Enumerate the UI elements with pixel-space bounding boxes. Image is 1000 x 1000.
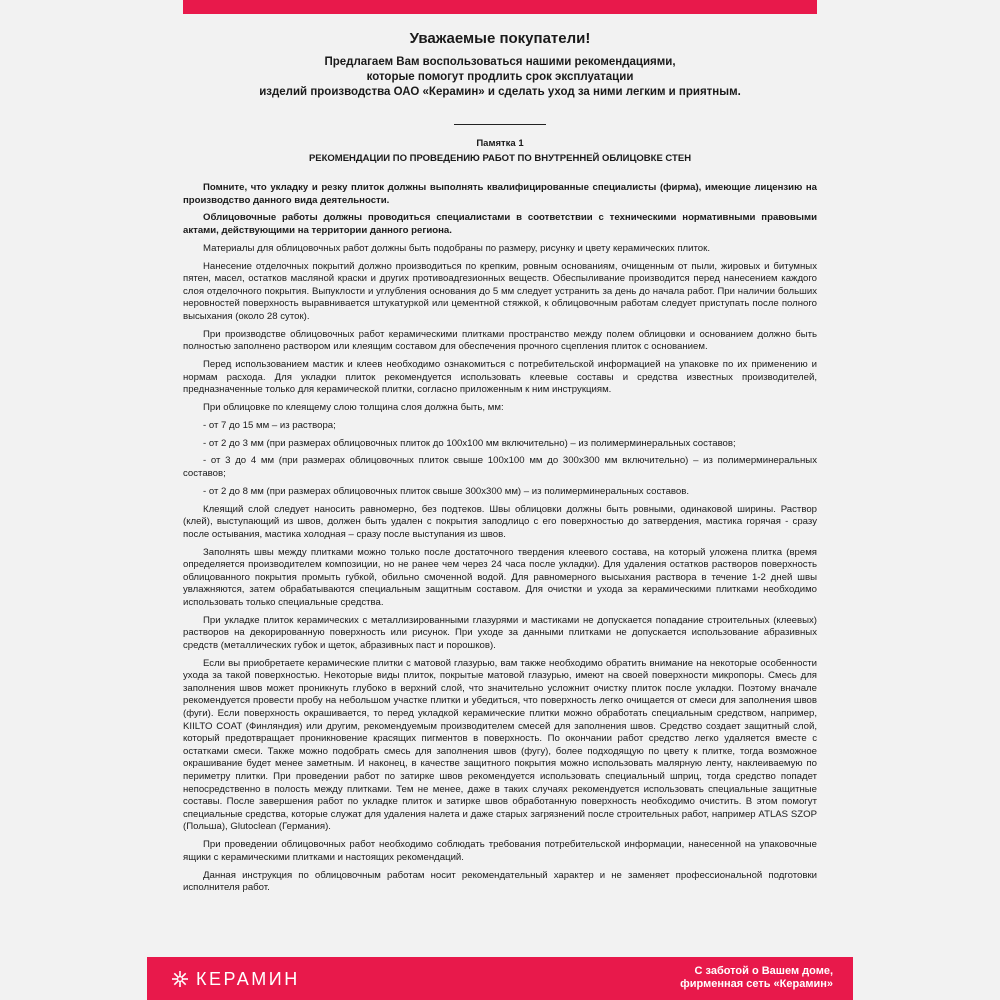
page-header: [183, 30, 817, 125]
list-item: - от 2 до 8 мм (при размерах облицовочных плиток свыше 300х300 мм) – из полимерминеральных составов.: [203, 485, 690, 497]
paragraph: Если вы приобретаете керамические плитки с матовой глазурью, вам также необходимо обратить внимание на некоторые особенности ухода за такой поверхностью. Некоторые виды плиток, покрытые матовой глазурью, имеют на своей поверхности микропоры. Смесь для заполнения швов может проникнуть глубоко в верхний слой, что значительно усложнит очистку плиток после укладки. Поэтому вначале рекомендуется провести пробу на небольшом участке плитки и убедиться, что поверхность легко очищается от смеси для заполнения швов (фуги). Если поверхность окрашивается, то перед укладкой керамические плитки можно обработать специальным средством, например, KIILTO COAT (Финляндия) или другим, рекомендуемым производителем смесей для заполнения швов. Средство создает защитный слой, который предотвращает проникновение красящих пигментов в поверхность. По окончании работ средство легко удаляется вместе с остатками смеси. Также можно подобрать смесь для заполнения швов (фугу), более подходящую по цвету к плитке, тогда возможное окрашивание будет менее заметным. И наконец, в качестве защитного покрытия можно использовать малярную ленту, наклеиваемую по периметру плитки. При проведении работ по затирке швов рекомендуется использовать специальный шприц, тогда средство попадет непосредственно в полость между плитками. Тем не менее, даже в таких случаях рекомендуется использовать специальные защитные составы. После завершения работ по укладке плиток и затирке швов обработанную поверхность необходимо очистить. В этом помогут специальные средства, которые служат для удаления налета и даже старых загрязнений после строительных работ, например ATLAS SZOP (Польша), Glutoclean (Германия).: [183, 657, 817, 833]
paragraph: При производстве облицовочных работ керамическими плитками пространство между полем облицовки и основанием должно быть полностью заполнено раствором или клеящим составом для обеспечения прочного сцепления плиток с основанием.: [183, 328, 817, 353]
intro-line: изделий производства ОАО «Керамин» и сделать уход за ними легким и приятным.: [259, 86, 741, 98]
paragraph: Данная инструкция по облицовочным работам носит рекомендательный характер и не заменяет профессиональной подготовки исполнителя работ.: [183, 869, 817, 894]
brand-logo[interactable]: [171, 969, 300, 989]
slogan-line: С заботой о Вашем доме,: [694, 965, 833, 977]
list-item: - от 7 до 15 мм – из раствора;: [203, 419, 336, 431]
kerama-flower-logo-icon: [171, 970, 189, 988]
section-divider: [454, 124, 546, 125]
slogan-line: фирменная сеть «Керамин»: [680, 978, 833, 990]
footer-slogan: [680, 965, 833, 991]
top-accent-bar: [183, 0, 817, 14]
intro-line: Предлагаем Вам воспользоваться нашими рекомендациями,: [324, 56, 676, 68]
memo-title: РЕКОМЕНДАЦИИ ПО ПРОВЕДЕНИЮ РАБОТ ПО ВНУТРЕННЕЙ ОБЛИЦОВКЕ СТЕН: [308, 153, 692, 164]
paragraph: Заполнять швы между плитками можно только после достаточного твердения клеевого состава, на который уложена плитка (время определяется производителем композиции, но не ранее чем через 24 часа после укладки). Для удаления остатков растворов поверхность облицованного покрытия промыть губкой, обильно смоченной водой. Для равномерного высыхания раствора в течение 1-2 дней швы увлажняются, затем обрабатываются специальным защитным составом. Для очистки и ухода за керамическими плитками необходимо использовать только специальные средства.: [183, 546, 817, 608]
list-item: - от 3 до 4 мм (при размерах облицовочных плиток свыше 100х100 мм до 300х300 мм включительно) – из полимерминеральных составов;: [183, 455, 817, 479]
paragraph: Материалы для облицовочных работ должны быть подобраны по размеру, рисунку и цвету керамических плиток.: [203, 242, 710, 254]
paragraph: Облицовочные работы должны проводиться специалистами в соответствии с техническими нормативными правовыми актами, действующими на территории данного региона.: [183, 212, 817, 236]
paragraph: При укладке плиток керамических с металлизированными глазурями и мастиками не допускается попадание строительных (клеевых) растворов на декорированную поверхность или рисунок. При уходе за данными плитками не допускается использование абразивных средств (металлических губок и щеток, абразивных паст и порошков).: [183, 614, 817, 651]
paragraph: При проведении облицовочных работ необходимо соблюдать требования потребительской информации, нанесенной на упаковочные ящики с керамическими плитками и настоящих рекомендаций.: [183, 839, 817, 863]
intro-text: [183, 55, 817, 100]
memo-number: Памятка 1: [476, 138, 524, 149]
memo-heading: [183, 136, 817, 166]
intro-line: которые помогут продлить срок эксплуатации: [366, 71, 634, 83]
document-body: [183, 182, 817, 900]
brand-name: КЕРАМИН: [196, 968, 300, 989]
paragraph: Помните, что укладку и резку плиток должны выполнять квалифицированные специалисты (фирма), имеющие лицензию на производство данного вида деятельности.: [183, 182, 817, 206]
list-item: - от 2 до 3 мм (при размерах облицовочных плиток до 100х100 мм включительно) – из полимерминеральных составов;: [203, 437, 736, 449]
footer-bar: [147, 957, 853, 1000]
paragraph: Нанесение отделочных покрытий должно производиться по крепким, ровным основаниям, очищенным от пыли, жировых и битумных пятен, масел, остатков масляной краски и других противоадгезионных веществ. Обеспыливание производится перед нанесением каждого слоя отделочного покрытия. Выпуклости и углубления основания до 5 мм следует устранить за день до начала работ. При наличии больших неровностей поверхность выравнивается штукатуркой или цементной стяжкой, к облицовочным работам следует приступать после полного высыхания (около 28 суток).: [183, 260, 817, 322]
paragraph: При облицовке по клеящему слою толщина слоя должна быть, мм:: [203, 402, 504, 414]
greeting-heading: Уважаемые покупатели!: [409, 30, 591, 47]
paragraph: Перед использованием мастик и клеев необходимо ознакомиться с потребительской информацией на упаковке по их применению и нормам расхода. Для укладки плиток рекомендуется использовать клеевые составы и средства известных производителей, предназначенные только для керамической плитки, согласно приложенным к ним инструкциям.: [183, 359, 817, 396]
paragraph: Клеящий слой следует наносить равномерно, без подтеков. Швы облицовки должны быть ровными, одинаковой ширины. Раствор (клей), выступающий из швов, должен быть удален с покрытия заподлицо с его поверхностью до затвердения, мастика горячая - сразу после остывания, мастика холодная – сразу после выступания из швов.: [183, 503, 817, 540]
